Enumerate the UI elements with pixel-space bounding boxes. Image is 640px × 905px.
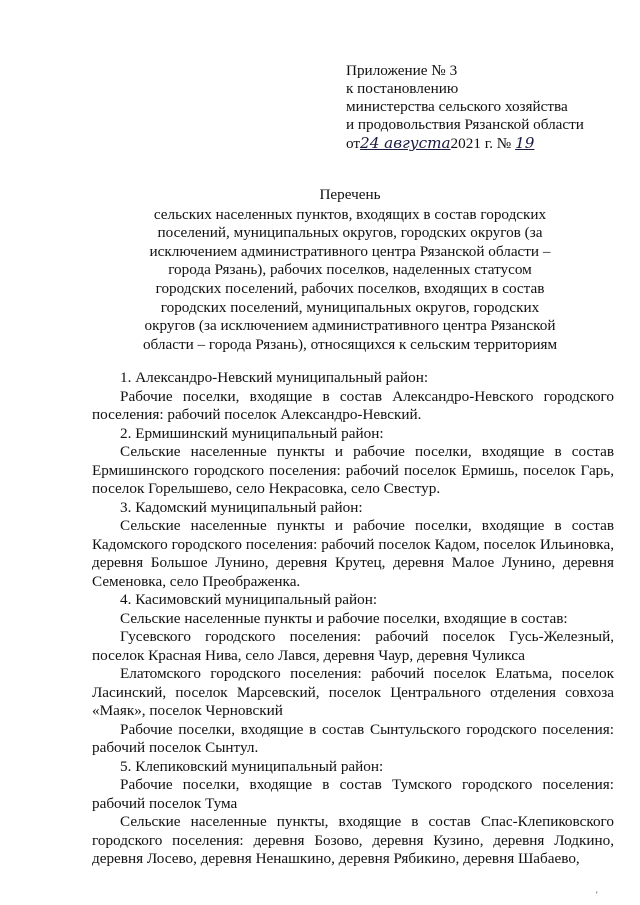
- title-line: области – города Рязань), относящихся к сельским территориям: [142, 335, 558, 353]
- document-title: [130, 186, 570, 354]
- footer-mark: ': [596, 890, 598, 900]
- section-paragraph: Сельские населенные пункты и рабочие поселки, входящие в состав:: [120, 609, 568, 627]
- section-heading: 3. Кадомский муниципальный район:: [120, 498, 363, 516]
- date-suffix: 2021 г. №: [450, 135, 512, 152]
- title-line: города Рязань), рабочих поселков, наделенных статусом: [168, 261, 532, 279]
- handwritten-number: 19: [515, 134, 535, 152]
- date-prefix: от: [346, 135, 361, 152]
- appendix-line-4: и продовольствия Рязанской области: [346, 116, 584, 133]
- section-paragraph: Гусевского городского поселения: рабочий поселок Гусь-Железный, поселок Красная Нива, село Лався, деревня Чаур, деревня Чуликса: [92, 628, 614, 664]
- appendix-line-2: к постановлению: [346, 80, 459, 97]
- section-paragraph: Сельские населенные пункты, входящие в состав Спас-Клепиковского городского поселения: деревня Бозово, деревня Кузино, деревня Лодкино, деревня Лосево, деревня Ненашкино, деревня Рябикино, деревня Шабаево,: [92, 813, 614, 867]
- title-line: сельских населенных пунктов, входящих в состав городских: [153, 205, 547, 223]
- title-line: городских поселений, рабочих поселков, входящих в состав: [155, 279, 545, 297]
- section-paragraph: Елатомского городского поселения: рабочий поселок Елатьма, поселок Ласинский, поселок Марсевский, поселок Центрального отделения совхоза «Маяк», поселок Черновский: [92, 665, 614, 719]
- appendix-header: [346, 62, 626, 153]
- document-body: [92, 369, 614, 869]
- section-paragraph: Сельские населенные пункты и рабочие поселки, входящие в состав Кадомского городского поселения: рабочий поселок Кадом, поселок Ильиновка, деревня Большое Лунино, деревня Крутец, деревня Малое Лунино, деревня Семеновка, село Преображенка.: [92, 517, 614, 590]
- title-heading: Перечень: [319, 186, 381, 203]
- section-heading: 2. Ермишинский муниципальный район:: [120, 424, 384, 442]
- section-heading: 4. Касимовский муниципальный район:: [120, 591, 378, 608]
- appendix-date-line: [346, 134, 626, 153]
- title-line: округов (за исключением административного центра Рязанской: [144, 317, 556, 335]
- section-paragraph: Рабочие поселки, входящие в состав Сынтульского городского поселения: рабочий поселок Сынтул.: [92, 720, 614, 756]
- handwritten-date: 24 августа: [360, 134, 451, 152]
- section-paragraph: Рабочие поселки, входящие в состав Тумского городского поселения: рабочий поселок Тума: [92, 776, 614, 812]
- section-paragraph: Сельские населенные пункты и рабочие поселки, входящие в состав Ермишинского городского поселения: рабочий поселок Ермишь, поселок Гарь, поселок Горелышево, село Некрасовка, село Свестур.: [92, 443, 614, 497]
- title-line: исключением административного центра Рязанской области –: [149, 242, 551, 260]
- title-line: поселений, муниципальных округов, городских округов (за: [157, 224, 543, 242]
- section-heading: 1. Александро-Невский муниципальный район:: [120, 369, 429, 386]
- appendix-line-3: министерства сельского хозяйства: [346, 98, 568, 115]
- appendix-line-1: Приложение № 3: [346, 62, 458, 79]
- section-heading: 5. Клепиковский муниципальный район:: [120, 757, 384, 775]
- section-paragraph: Рабочие поселки, входящие в состав Александро-Невского городского поселения: рабочий поселок Александро-Невский.: [92, 387, 614, 423]
- title-line: городских поселений, муниципальных округов, городских: [160, 298, 540, 316]
